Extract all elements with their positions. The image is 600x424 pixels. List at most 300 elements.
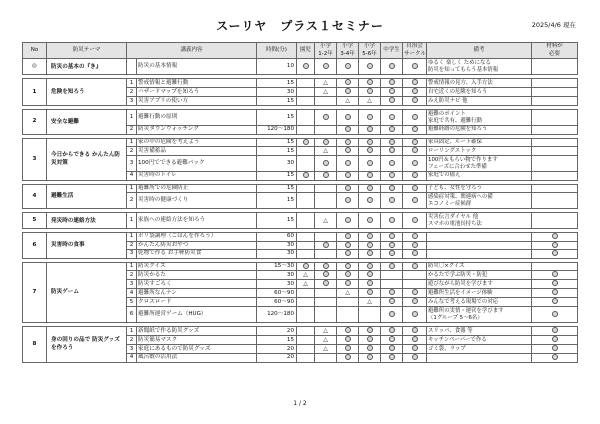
elem56-circle-icon [367, 185, 373, 191]
note-line: スマホの電池長持ち法 [428, 220, 482, 227]
junior-circle-icon [389, 63, 395, 69]
elem12-circle-icon [323, 114, 329, 120]
row-content: 新聞紙で作る防災グッズ [137, 327, 257, 336]
row-materials-mark [532, 250, 578, 259]
row-content: ポリ袋調理（ごはんを作ろう） [137, 233, 257, 242]
row-materials-mark [532, 88, 578, 97]
elem56-circle-icon [367, 280, 373, 286]
row-content: 防災簡易マスク [137, 336, 257, 345]
community-circle-icon [412, 147, 418, 153]
row-community-mark [403, 280, 427, 289]
junior-circle-icon [389, 311, 395, 317]
row-materials-mark [532, 193, 578, 209]
note-line: みえ防災ナビ 他 [428, 97, 468, 104]
materials-circle-icon [552, 242, 558, 248]
row-time: 15～30 [257, 262, 297, 271]
table-row [23, 327, 578, 336]
community-circle-icon [412, 233, 418, 239]
row-community-mark [403, 172, 427, 181]
elem12-circle-icon [323, 63, 329, 69]
row-time: 15 [257, 110, 297, 126]
row-sub-number: 1 [127, 262, 137, 271]
table-row [23, 59, 578, 75]
note-line: 家庭での備え [428, 172, 461, 179]
row-theme: 今日からできる かんたん防災対策 [47, 138, 127, 180]
row-elem56-mark [359, 298, 381, 307]
note-line: 警戒情報の見方、入手方法 [428, 79, 493, 86]
row-content: 防災クイズ [137, 262, 257, 271]
row-content: 避難所での危険防止 [137, 184, 257, 193]
row-elem34-mark [337, 79, 359, 88]
table-row [23, 79, 578, 88]
row-sub-number: 4 [127, 354, 137, 363]
junior-circle-icon [389, 126, 395, 132]
junior-circle-icon [389, 354, 395, 360]
row-number: 8 [23, 327, 47, 363]
row-junior-mark [381, 307, 403, 323]
elem12-triangle-icon: △ [323, 147, 328, 154]
row-elem56-mark [359, 138, 381, 147]
header-materials: 材料が 必要 [532, 43, 578, 59]
row-preschool-mark [297, 172, 315, 181]
row-elem56-mark [359, 79, 381, 88]
junior-circle-icon [389, 185, 395, 191]
community-circle-icon [412, 126, 418, 132]
community-circle-icon [412, 160, 418, 166]
row-elem56-mark [359, 97, 381, 106]
row-note [427, 354, 532, 363]
row-sub-number: 1 [127, 184, 137, 193]
row-note [427, 156, 532, 172]
row-content: 避難所なんナン [137, 289, 257, 298]
note-line: （1グループ 5～6名） [428, 314, 483, 321]
table-row [23, 110, 578, 126]
row-preschool-mark [297, 271, 315, 280]
row-elem56-mark [359, 88, 381, 97]
community-circle-icon [412, 336, 418, 342]
row-elem34-mark [337, 298, 359, 307]
junior-circle-icon [389, 197, 395, 203]
row-note [427, 172, 532, 181]
header-content: 講義内容 [127, 43, 257, 59]
row-number: ◎ [23, 59, 47, 75]
elem34-circle-icon [345, 217, 351, 223]
seminar-table [22, 42, 578, 363]
row-time: 120～180 [257, 307, 297, 323]
community-circle-icon [412, 298, 418, 304]
row-materials-mark [532, 213, 578, 229]
row-preschool-mark [297, 59, 315, 75]
header-time: 時間(分) [257, 43, 297, 59]
header-community: 自治会 サークル [404, 43, 426, 57]
row-elem34-mark [337, 193, 359, 209]
row-materials-mark [532, 147, 578, 156]
note-line: 避難所生活をイメージ体験 [428, 289, 493, 296]
junior-circle-icon [389, 88, 395, 94]
community-circle-icon [412, 289, 418, 295]
row-elem12-mark [315, 213, 337, 229]
row-time: 20 [257, 354, 297, 363]
junior-circle-icon [389, 172, 395, 178]
row-elem12-mark [315, 88, 337, 97]
row-elem12-mark [315, 336, 337, 345]
elem12-circle-icon [323, 172, 329, 178]
row-time: 15 [257, 336, 297, 345]
community-circle-icon [412, 311, 418, 317]
row-community-mark [403, 271, 427, 280]
row-elem56-mark [359, 184, 381, 193]
row-preschool-mark [297, 147, 315, 156]
row-community-mark [403, 110, 427, 126]
row-community-mark [403, 193, 427, 209]
row-community-mark [403, 354, 427, 363]
row-junior-mark [381, 280, 403, 289]
junior-circle-icon [389, 139, 395, 145]
row-elem12-mark [315, 280, 337, 289]
header-row [23, 43, 578, 59]
row-sub-number: 2 [127, 147, 137, 156]
row-content: 100円でできる避難パック [137, 156, 257, 172]
row-theme: 身の回りの品で 防災グッズを作ろう [47, 327, 127, 363]
table-row [23, 138, 578, 147]
row-note [427, 138, 532, 147]
row-time: 30 [257, 241, 297, 250]
row-time: 30 [257, 156, 297, 172]
row-community-mark [403, 289, 427, 298]
row-elem12-mark [315, 147, 337, 156]
row-elem56-mark [359, 336, 381, 345]
row-materials-mark [532, 271, 578, 280]
row-note [427, 79, 532, 88]
row-community-mark [403, 250, 427, 259]
row-content: 災害時のトイレ [137, 172, 257, 181]
row-elem56-mark [359, 213, 381, 229]
row-number: 3 [23, 138, 47, 180]
junior-circle-icon [389, 242, 395, 248]
row-note [427, 213, 532, 229]
row-elem12-mark [315, 126, 337, 135]
elem34-circle-icon [345, 147, 351, 153]
junior-circle-icon [389, 298, 395, 304]
row-junior-mark [381, 327, 403, 336]
row-materials-mark [532, 172, 578, 181]
row-theme: 発災時の連絡方法 [47, 213, 127, 229]
materials-circle-icon [552, 250, 558, 256]
row-elem56-mark [359, 59, 381, 75]
row-materials-mark [532, 110, 578, 126]
row-elem34-mark [337, 345, 359, 354]
row-number: 1 [23, 79, 47, 106]
elem34-circle-icon [345, 197, 351, 203]
row-materials-mark [532, 262, 578, 271]
row-elem12-mark [315, 271, 337, 280]
row-elem56-mark [359, 307, 381, 323]
note-line: ゴミ袋、ラップ [428, 345, 466, 352]
row-junior-mark [381, 354, 403, 363]
row-time: 10 [257, 59, 297, 75]
note-line: 家具固定、ルート確保 [428, 138, 482, 145]
note-line: 避難所の実情・運営を学びます [428, 307, 504, 314]
row-materials-mark [532, 298, 578, 307]
note-line: 防災〇×クイズ [428, 262, 465, 269]
community-circle-icon [412, 263, 418, 269]
elem12-triangle-icon: △ [323, 79, 328, 86]
row-sub-number: 3 [127, 156, 137, 172]
elem34-circle-icon [345, 354, 351, 360]
note-line: かるたで学ぶ防災・防犯 [428, 271, 488, 278]
row-theme: 災害時の食事 [47, 233, 127, 259]
preschool-triangle-icon: △ [303, 280, 308, 287]
row-elem12-mark [315, 59, 337, 75]
row-sub-number: 6 [127, 307, 137, 323]
elem56-circle-icon [367, 354, 373, 360]
row-sub-number: 3 [127, 250, 137, 259]
elem56-triangle-icon: △ [367, 298, 372, 305]
row-sub-number: 1 [127, 233, 137, 242]
row-elem34-mark [337, 110, 359, 126]
elem34-circle-icon [345, 271, 351, 277]
preschool-circle-icon [303, 263, 309, 269]
row-elem12-mark [315, 79, 337, 88]
community-circle-icon [412, 139, 418, 145]
elem56-circle-icon [367, 345, 373, 351]
row-time: 15 [257, 97, 297, 106]
row-junior-mark [381, 97, 403, 106]
row-preschool-mark [297, 298, 315, 307]
row-materials-mark [532, 138, 578, 147]
row-community-mark [403, 79, 427, 88]
row-time: 15 [257, 138, 297, 147]
header-elem12: 小学 1-2年 [315, 43, 337, 59]
row-preschool-mark [297, 97, 315, 106]
elem56-circle-icon [367, 233, 373, 239]
row-preschool-mark [297, 156, 315, 172]
row-note [427, 345, 532, 354]
row-materials-mark [532, 184, 578, 193]
row-elem12-mark [315, 110, 337, 126]
row-elem12-mark [315, 289, 337, 298]
row-sub-number: 4 [127, 289, 137, 298]
elem12-triangle-icon: △ [323, 216, 328, 224]
row-elem12-mark [315, 184, 337, 193]
row-community-mark [403, 213, 427, 229]
row-sub-number: 1 [127, 79, 137, 88]
note-line: みんなで考える現場での対応 [428, 298, 499, 305]
table-row [23, 213, 578, 229]
row-junior-mark [381, 147, 403, 156]
row-preschool-mark [297, 126, 315, 135]
junior-circle-icon [389, 327, 395, 333]
elem34-circle-icon [345, 336, 351, 342]
elem34-circle-icon [345, 114, 351, 120]
row-materials-mark [532, 354, 578, 363]
row-community-mark [403, 88, 427, 97]
row-community-mark [403, 156, 427, 172]
row-sub-number: 5 [127, 298, 137, 307]
row-content: 防災すごろく [137, 280, 257, 289]
row-sub-number: 1 [127, 138, 137, 147]
row-preschool-mark [297, 354, 315, 363]
elem56-circle-icon [367, 289, 373, 295]
row-time: 30 [257, 280, 297, 289]
row-elem56-mark [359, 327, 381, 336]
row-note [427, 250, 532, 259]
row-community-mark [403, 126, 427, 135]
materials-circle-icon [552, 298, 558, 304]
elem56-circle-icon [367, 336, 373, 342]
row-elem34-mark [337, 354, 359, 363]
row-content: 避難行動の原則 [137, 110, 257, 126]
header-elem34: 小学 3-4年 [337, 43, 359, 59]
row-junior-mark [381, 345, 403, 354]
row-theme: 危険を知ろう [47, 79, 127, 106]
elem12-circle-icon [323, 139, 329, 145]
row-elem12-mark [315, 138, 337, 147]
row-elem12-mark [315, 97, 337, 106]
row-materials-mark [532, 327, 578, 336]
row-elem12-mark [315, 327, 337, 336]
row-preschool-mark [297, 233, 315, 242]
preschool-circle-icon [303, 172, 309, 178]
row-note [427, 233, 532, 242]
row-community-mark [403, 233, 427, 242]
row-elem34-mark [337, 307, 359, 323]
header-elem56: 小学 5-6年 [359, 43, 381, 59]
preschool-circle-icon [303, 139, 309, 145]
elem12-circle-icon [323, 160, 329, 166]
row-community-mark [403, 241, 427, 250]
row-junior-mark [381, 79, 403, 88]
table-row [23, 233, 578, 242]
elem34-circle-icon [345, 185, 351, 191]
row-elem56-mark [359, 110, 381, 126]
elem56-circle-icon [367, 88, 373, 94]
row-preschool-mark [297, 327, 315, 336]
row-sub-number: 1 [127, 110, 137, 126]
row-note [427, 88, 532, 97]
row-junior-mark [381, 184, 403, 193]
row-elem34-mark [337, 172, 359, 181]
row-elem34-mark [337, 126, 359, 135]
row-note [427, 184, 532, 193]
row-elem56-mark [359, 289, 381, 298]
row-elem34-mark [337, 280, 359, 289]
row-junior-mark [381, 193, 403, 209]
row-materials-mark [532, 345, 578, 354]
row-elem56-mark [359, 345, 381, 354]
row-junior-mark [381, 289, 403, 298]
date-stamp: 2025/4/6 現在 [531, 21, 576, 29]
row-theme: 避難生活 [47, 184, 127, 209]
materials-circle-icon [552, 327, 558, 333]
row-content: 乾物で作る お手軽防災食 [137, 250, 257, 259]
materials-circle-icon [552, 311, 558, 317]
row-materials-mark [532, 289, 578, 298]
elem56-circle-icon [367, 79, 373, 85]
row-theme: 防災ゲーム [47, 262, 127, 323]
row-community-mark [403, 327, 427, 336]
row-content: 風呂敷の活用法 [137, 354, 257, 363]
row-content: 家の中の危険を考えよう [137, 138, 257, 147]
community-circle-icon [412, 217, 418, 223]
header-junior: 中学生 [381, 43, 403, 59]
preschool-triangle-icon: △ [303, 271, 308, 278]
row-time: 20 [257, 327, 297, 336]
preschool-circle-icon [303, 63, 309, 69]
note-line: キッチンペーパーで作る [428, 336, 487, 343]
table-row [23, 184, 578, 193]
elem56-circle-icon [367, 327, 373, 333]
row-elem34-mark [337, 233, 359, 242]
community-circle-icon [412, 327, 418, 333]
row-materials-mark [532, 280, 578, 289]
row-sub-number: 3 [127, 97, 137, 106]
row-elem12-mark [315, 241, 337, 250]
junior-circle-icon [389, 114, 395, 120]
note-line: 避難のポイント [428, 110, 466, 117]
row-materials-mark [532, 59, 578, 75]
header-theme: 防災テーマ [47, 43, 127, 59]
community-circle-icon [412, 97, 418, 103]
elem34-circle-icon [345, 126, 351, 132]
note-line: 感染症対策、関連病への備 [428, 193, 493, 200]
row-junior-mark [381, 156, 403, 172]
row-content: ハザードマップを知ろう [137, 88, 257, 97]
row-note [427, 59, 532, 75]
row-note [427, 97, 532, 106]
junior-circle-icon [389, 289, 395, 295]
elem56-circle-icon [367, 242, 373, 248]
row-note [427, 271, 532, 280]
row-elem56-mark [359, 280, 381, 289]
row-materials-mark [532, 156, 578, 172]
row-community-mark [403, 262, 427, 271]
row-sub-number: 1 [127, 327, 137, 336]
row-time: 15 [257, 172, 297, 181]
row-elem12-mark [315, 298, 337, 307]
elem56-circle-icon [367, 172, 373, 178]
elem34-circle-icon [345, 172, 351, 178]
row-preschool-mark [297, 289, 315, 298]
row-elem12-mark [315, 354, 337, 363]
row-elem56-mark [359, 156, 381, 172]
row-preschool-mark [297, 280, 315, 289]
row-preschool-mark [297, 241, 315, 250]
row-note [427, 298, 532, 307]
row-content: 防災かるた [137, 271, 257, 280]
materials-circle-icon [552, 354, 558, 360]
junior-circle-icon [389, 79, 395, 85]
row-note [427, 336, 532, 345]
row-content: 家族への連絡方法を知ろう [137, 213, 257, 229]
elem34-circle-icon [345, 280, 351, 286]
junior-circle-icon [389, 147, 395, 153]
row-community-mark [403, 147, 427, 156]
junior-circle-icon [389, 97, 395, 103]
elem34-circle-icon [345, 233, 351, 239]
row-elem56-mark [359, 126, 381, 135]
row-preschool-mark [297, 110, 315, 126]
note-line: スリッパ、食器 等 [428, 327, 473, 334]
row-elem56-mark [359, 271, 381, 280]
row-preschool-mark [297, 193, 315, 209]
note-line: 遊びながら防災を学びます [428, 280, 493, 287]
row-note [427, 147, 532, 156]
row-community-mark [403, 298, 427, 307]
note-line: 子ども、女性を守ろう [428, 184, 482, 191]
row-preschool-mark [297, 262, 315, 271]
row-note [427, 289, 532, 298]
